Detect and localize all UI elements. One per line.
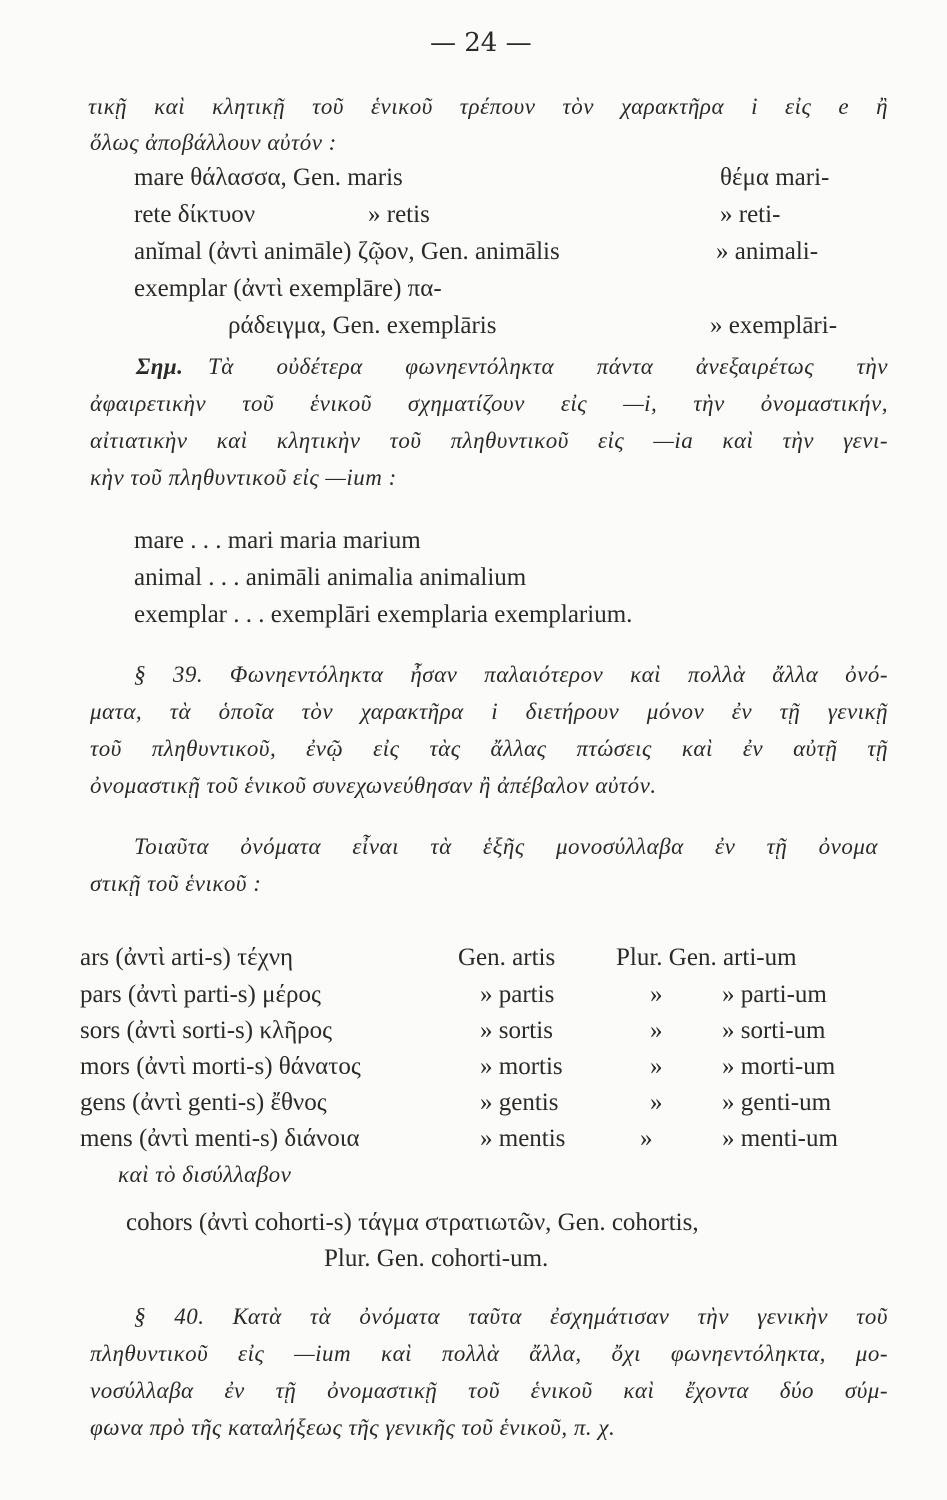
table-row-gens: gens (ἀντὶ genti-s) ἔθνος [80,1089,327,1116]
disyllable-intro: καὶ τὸ δισύλλαβον [118,1162,292,1187]
section-40-line-4: φωνα πρὸ τῆς καταλήξεως τῆς γενικῆς τοῦ ἑνικοῦ, π. χ. [90,1415,616,1440]
disyllable-line-1: cohors (ἀντὶ cohorti-s) τάγμα στρατιωτῶν, Gen. cohortis, [126,1209,699,1236]
example-exemplar: exemplar (ἀντὶ exemplāre) πα- [134,275,442,302]
example-mare: mare θάλασσα, Gen. maris [134,164,403,191]
note-line-3: αἰτιατικὴν καὶ κλητικὴν τοῦ πληθυντικοῦ εἰς —ia καὶ τὴν γενι- [90,428,888,453]
example-animal-stem: » animali- [716,238,819,265]
table-row-pars: pars (ἀντὶ parti-s) μέρος [80,981,321,1008]
example-exemplar-stem: » exemplāri- [710,312,838,339]
note-line-4: κὴν τοῦ πληθυντικοῦ εἰς —ium : [90,465,397,490]
table-row-pars-ditto: » [650,981,663,1008]
declension-mare: mare . . . mari maria marium [134,527,421,554]
table-row-sors-plur: » sorti-um [722,1017,826,1044]
table-row-pars-gen: » partis [480,981,555,1008]
table-row-mors: mors (ἀντὶ morti-s) θάνατος [80,1053,361,1080]
declension-animal: animal . . . animāli animalia animalium [134,564,527,591]
page-number: — 24 — [430,28,532,58]
monosyllables-line-2: στικῇ τοῦ ἑνικοῦ : [90,871,262,896]
section-40-line-1: § 40. Κατὰ τὰ ὀνόματα ταῦτα ἐσχημάτισαν τὴν γενικὴν τοῦ [134,1304,888,1329]
section-39-line-4: ὀνομαστικῇ τοῦ ἑνικοῦ συνεχωνεύθησαν ἢ ἀπέβαλον αὐτόν. [90,773,657,798]
example-rete: rete δίκτυον [134,201,256,228]
example-mare-stem: θέμα mari- [720,164,830,191]
table-row-ars-gen: Gen. artis [458,944,556,971]
note-line-2: ἀφαιρετικὴν τοῦ ἑνικοῦ σχηματίζουν εἰς —i, τὴν ὀνομαστικήν, [90,391,888,416]
section-39-line-1: § 39. Φωνηεντόληκτα ἦσαν παλαιότερον καὶ πολλὰ ἄλλα ὀνό- [134,662,888,687]
table-row-sors-ditto: » [650,1017,663,1044]
table-row-mens-ditto: » [640,1125,653,1152]
table-row-sors: sors (ἀντὶ sorti-s) κλῆρος [80,1017,333,1044]
section-39-line-3: τοῦ πληθυντικοῦ, ἐνῷ εἰς τὰς ἄλλας πτώσεις καὶ ἐν αὐτῇ τῇ [90,736,888,761]
table-row-mors-plur: » morti-um [722,1053,836,1080]
note-line-1: Τὰ οὐδέτερα φωνηεντόληκτα πάντα ἀνεξαιρέτως τὴν [208,354,888,379]
table-row-ars-plur: Plur. Gen. arti-um [616,944,797,971]
example-exemplar-cont: ράδειγμα, Gen. exemplāris [228,312,497,339]
table-row-gens-gen: » gentis [480,1089,559,1116]
table-row-mors-ditto: » [650,1053,663,1080]
table-row-gens-plur: » genti-um [722,1089,832,1116]
section-39-line-2: ματα, τὰ ὁποῖα τὸν χαρακτῆρα i διετήρουν μόνον ἐν τῇ γενικῇ [90,699,888,724]
intro-line-1: τικῇ καὶ κλητικῇ τοῦ ἑνικοῦ τρέπουν τὸν χαρακτῆρα i εἰς e ἢ [88,94,888,119]
table-row-pars-plur: » parti-um [722,981,827,1008]
table-row-mens-plur: » menti-um [722,1125,838,1152]
declension-exemplar: exemplar . . . exemplāri exemplaria exemplarium. [134,601,633,628]
table-row-sors-gen: » sortis [480,1017,553,1044]
example-rete-stem: » reti- [720,201,781,228]
section-40-line-2: πληθυντικοῦ εἰς —ium καὶ πολλὰ ἄλλα, ὄχι φωνηεντόληκτα, μο- [90,1341,888,1366]
intro-line-2: ὅλως ἀποβάλλουν αὐτόν : [90,130,337,155]
example-animal: anĭmal (ἀντὶ animāle) ζῷον, Gen. animālis [134,238,560,265]
disyllable-line-2: Plur. Gen. cohorti-um. [324,1245,549,1272]
table-row-mors-gen: » mortis [480,1053,563,1080]
note-label: Σημ. [136,354,184,379]
example-rete-gen: » retis [368,201,430,228]
monosyllables-line-1: Τοιαῦτα ὀνόματα εἶναι τὰ ἑξῆς μονοσύλλαβα ἐν τῇ ὀνομα [134,834,878,859]
section-40-line-3: νοσύλλαβα ἐν τῇ ὀνομαστικῇ τοῦ ἑνικοῦ καὶ ἔχοντα δύο σύμ- [90,1378,888,1403]
table-row-gens-ditto: » [650,1089,663,1116]
table-row-mens: mens (ἀντὶ menti-s) διάνοια [80,1125,360,1152]
table-row-ars: ars (ἀντὶ arti-s) τέχνη [80,944,294,971]
table-row-mens-gen: » mentis [480,1125,566,1152]
